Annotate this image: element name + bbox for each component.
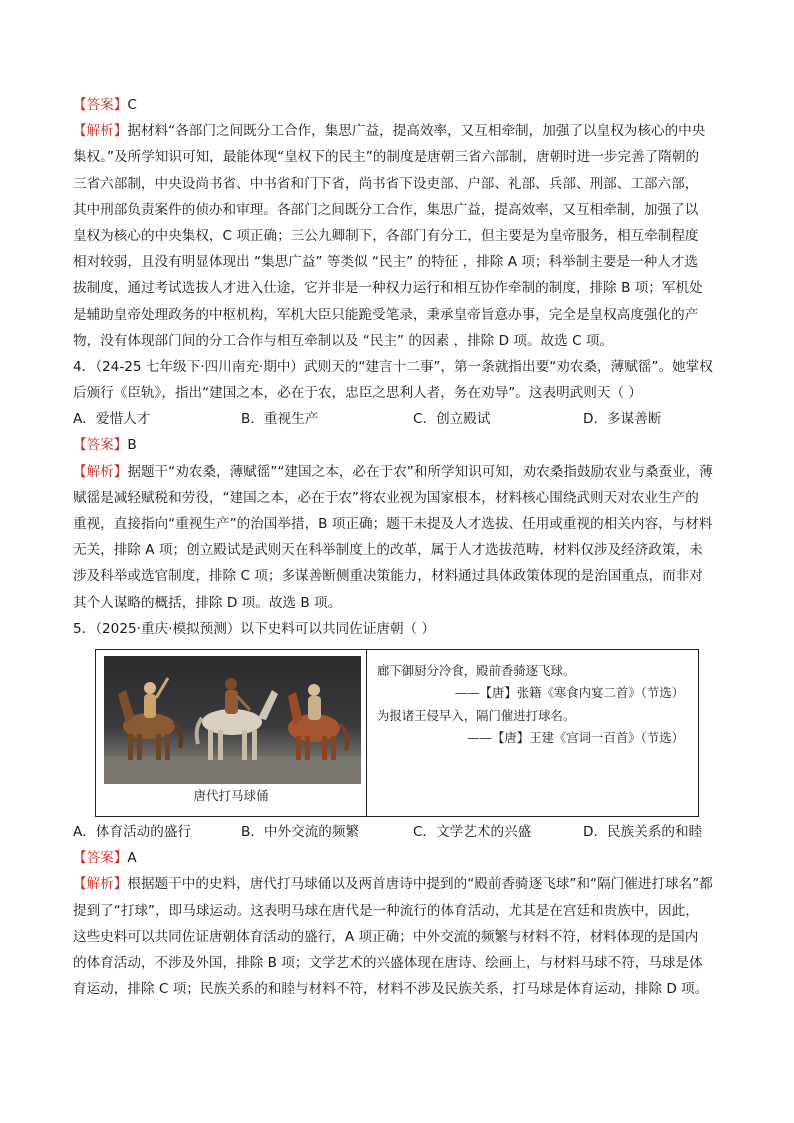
polo-figurines-photo [104, 656, 361, 784]
analysis-line: 相对较弱，且没有明显体现出 “集思广益” 等类似 “民主” 的特征 ，排除 A 项；科举制主要是一种人才选 [73, 254, 699, 271]
analysis-line: 集权。”及所学知识可知，最能体现“皇权下的民主”的制度是唐朝三省六部制，唐朝时进一步完善了隋朝的 [73, 149, 700, 166]
analysis-line: 据题干“劝农桑，薄赋徭”“建国之本，必在于农”和所学知识可知，劝农桑指鼓励农业与桑蚕业，薄 [127, 463, 713, 480]
answer-tag: 【答案】 [73, 97, 128, 113]
answer-value: A [127, 850, 137, 867]
analysis-tag: 【解析】 [73, 123, 128, 140]
analysis-line: 其个人谋略的概括，排除 D 项。故选 B 项。 [73, 594, 342, 611]
q4-stem [73, 354, 735, 406]
analysis-line: 提到了“打球”，即马球运动。这表明马球在唐代是一种流行的体育活动，尤其是在宫廷和贵族中，因此， [73, 902, 699, 919]
analysis-line: 无关，排除 A 项；创立殿试是武则天在科举制度上的改革，属于人才选拔范畴，材料仅涉及经济政策，未 [73, 542, 703, 559]
poem-line-2: 为报诸王侵早入，隔门催进打球名。 [377, 707, 576, 723]
question-line: 后颁行《臣轨》，指出“建国之本，必在于农，忠臣之思利人者，务在劝导”。这表明武则天（ ） [73, 385, 642, 402]
option-d: D．民族关系的和睦 [583, 823, 703, 840]
analysis-line: 其中刑部负责案件的侦办和审理。各部门之间既分工合作，集思广益，提高效率，又互相牵制，加强了以 [73, 201, 699, 218]
figure-image-panel [96, 650, 367, 816]
analysis-line: 育运动，排除 C 项；民族关系的和睦与材料不符，材料不涉及民族关系，打马球是体育运动，排除 D 项。 [73, 981, 709, 998]
analysis-line: 根据题干中的史料，唐代打马球俑以及两首唐诗中提到的“殿前香骑逐飞球”和“隔门催进打球名”都 [127, 876, 713, 893]
analysis-line: 皇权为核心的中央集权，C 项正确；三公九卿制下，各部门有分工，但主要是为皇帝服务，相互牵制程度 [73, 227, 699, 244]
q5-stem: 5．（2025·重庆·模拟预测）以下史料可以共同佐证唐朝（ ） [73, 620, 436, 637]
analysis-line: 的体育活动，不涉及外国，排除 B 项；文学艺术的兴盛体现在唐诗、绘画上，与材料马球不符，马球是体 [73, 954, 703, 971]
q4-answer [73, 432, 735, 458]
question-line: 4．（24-25 七年级下·四川南充·期中）武则天的“建言十二事”，第一条就指出要“劝农桑，薄赋徭”。她掌权 [73, 358, 713, 375]
q3-answer [73, 92, 735, 118]
analysis-line: 三省六部制，中央设尚书省、中书省和门下省，尚书省下设吏部、户部、礼部、兵部、刑部、工部六部， [73, 175, 699, 192]
answer-tag: 【答案】 [73, 850, 128, 867]
figure-poems-panel [367, 650, 698, 816]
q5-analysis [73, 871, 735, 1002]
polo-figurines-illustration [104, 656, 361, 784]
option-b: B．重视生产 [241, 411, 319, 428]
analysis-line: 据材料“各部门之间既分工合作，集思广益，提高效率，又互相牵制，加强了以皇权为核心的中央 [127, 123, 706, 140]
analysis-tag: 【解析】 [73, 876, 128, 893]
horse-figurine-right [288, 684, 347, 760]
poem-source-2: ——【唐】王建《宫词一百首》（节选） [467, 730, 684, 746]
poem-source-1: ——【唐】张籍《寒食内宴二首》（节选） [454, 685, 684, 701]
document-page [73, 92, 735, 1002]
horse-figurine-left [118, 678, 181, 760]
q4-options [73, 406, 735, 432]
analysis-line: 重视，直接指向“重视生产”的治国举措，B 项正确；题干未提及人才选拔、任用或重视的相关内容，与材料 [73, 516, 713, 532]
figure-caption: 唐代打马球俑 [193, 787, 269, 803]
option-a: A．爱惜人才 [73, 411, 151, 428]
q5-options [73, 819, 735, 845]
analysis-line: 涉及科举或选官制度，排除 C 项；多谋善断侧重决策能力，材料通过具体政策体现的是治国重点，而非对 [73, 568, 703, 585]
answer-value: B [127, 437, 137, 454]
poem-line-1: 廊下御厨分冷食，殿前香骑逐飞球。 [377, 662, 576, 678]
analysis-line: 拔制度，通过考试选拔人才进入仕途，它并非是一种权力运行和相互协作牵制的制度，排除 B 项；军机处 [73, 280, 703, 297]
q5-answer [73, 845, 735, 871]
option-c: C．创立殿试 [413, 411, 491, 428]
answer-value: C [127, 97, 137, 113]
q3-analysis [73, 118, 735, 354]
horse-figurine-middle [197, 678, 278, 760]
analysis-line: 是辅助皇帝处理政务的中枢机构，军机大臣只能跪受笔录，秉承皇帝旨意办事，完全是皇权高度强化的产 [73, 306, 699, 323]
option-b: B．中外交流的频繁 [241, 823, 360, 840]
q4-analysis [73, 459, 735, 616]
option-d: D．多谋善断 [583, 411, 662, 428]
option-a: A．体育活动的盛行 [73, 823, 192, 840]
answer-tag: 【答案】 [73, 437, 128, 454]
q5-figure [95, 649, 699, 817]
analysis-line: 物，没有体现部门间的分工合作与相互牵制以及 “民主” 的因素 ，排除 D 项。故选 C 项。 [73, 332, 614, 349]
analysis-line: 赋徭是减轻赋税和劳役，“建国之本，必在于农”将农业视为国家根本，材料核心围绕武则天对农业生产的 [73, 489, 699, 506]
option-c: C．文学艺术的兴盛 [413, 823, 532, 840]
analysis-tag: 【解析】 [73, 463, 128, 480]
analysis-line: 这些史料可以共同佐证唐朝体育活动的盛行，A 项正确；中外交流的频繁与材料不符，材料体现的是国内 [73, 928, 699, 945]
